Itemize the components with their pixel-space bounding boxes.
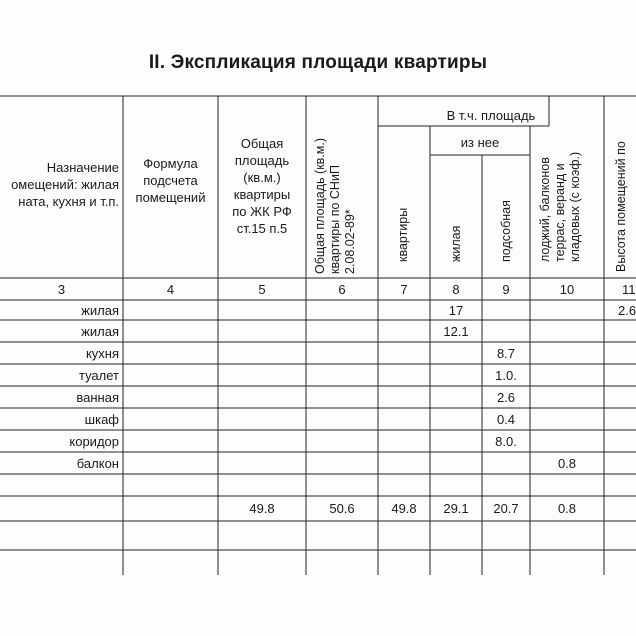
header-total-area-snip: Общая площадь (кв.м.) квартиры по СНиП 2.08.02-89* xyxy=(313,137,357,274)
column-number: 4 xyxy=(166,281,175,297)
total-auxiliary: 20.7 xyxy=(493,501,519,516)
room-name: коридор xyxy=(69,433,119,449)
room-name: туалет xyxy=(78,367,119,383)
column-number: 9 xyxy=(502,281,510,297)
header-apartment: квартиры xyxy=(396,207,410,262)
total-living: 29.1 xyxy=(443,501,469,516)
header-subgroup-of-which: из нее xyxy=(460,134,500,150)
column-number: 5 xyxy=(258,281,266,297)
column-number: 8 xyxy=(452,281,460,297)
column-number: 3 xyxy=(57,281,66,297)
header-loggia: лоджий, балконов террас, веранд и кладовых (с коэф.) xyxy=(538,151,582,262)
total-apartment: 49.8 xyxy=(391,501,417,516)
column-number: 7 xyxy=(400,281,408,297)
header-room-purpose: Назначение омещений: жилая ната, кухня и т.п. xyxy=(11,160,119,209)
total-area-zhk: 49.8 xyxy=(249,501,275,516)
room-height: 2.6 xyxy=(618,302,636,318)
room-name: жилая xyxy=(81,323,119,339)
living-area: 17 xyxy=(448,302,464,318)
page-title: II. Экспликация площади квартиры xyxy=(148,52,488,73)
header-formula: Формула подсчета помещений xyxy=(135,155,206,205)
auxiliary-area: 8.7 xyxy=(496,345,516,361)
header-total-area-zhk: Общая площадь (кв.м.) квартиры по ЖК РФ ст.15 п.5 xyxy=(232,136,292,236)
room-name: балкон xyxy=(76,455,119,471)
header-group-including: В т.ч. площадь xyxy=(446,107,536,123)
column-number: 11 xyxy=(622,281,636,297)
column-number: 10 xyxy=(559,281,575,297)
auxiliary-area: 8.0. xyxy=(495,433,517,449)
loggia-area: 0.8 xyxy=(557,455,577,471)
living-area: 12.1 xyxy=(443,323,469,339)
auxiliary-area: 1.0. xyxy=(495,367,517,383)
room-name: жилая xyxy=(81,302,119,318)
total-area-snip: 50.6 xyxy=(329,501,355,516)
total-loggia: 0.8 xyxy=(557,501,577,516)
room-name: кухня xyxy=(85,345,119,361)
room-name: ванная xyxy=(76,389,119,405)
header-auxiliary: подсобная xyxy=(499,200,513,262)
room-name: шкаф xyxy=(84,411,119,427)
auxiliary-area: 0.4 xyxy=(496,411,516,427)
column-number: 6 xyxy=(338,281,346,297)
auxiliary-area: 2.6 xyxy=(496,389,516,405)
header-living: жилая xyxy=(449,225,463,262)
header-height: Высота помещений по xyxy=(614,141,628,272)
